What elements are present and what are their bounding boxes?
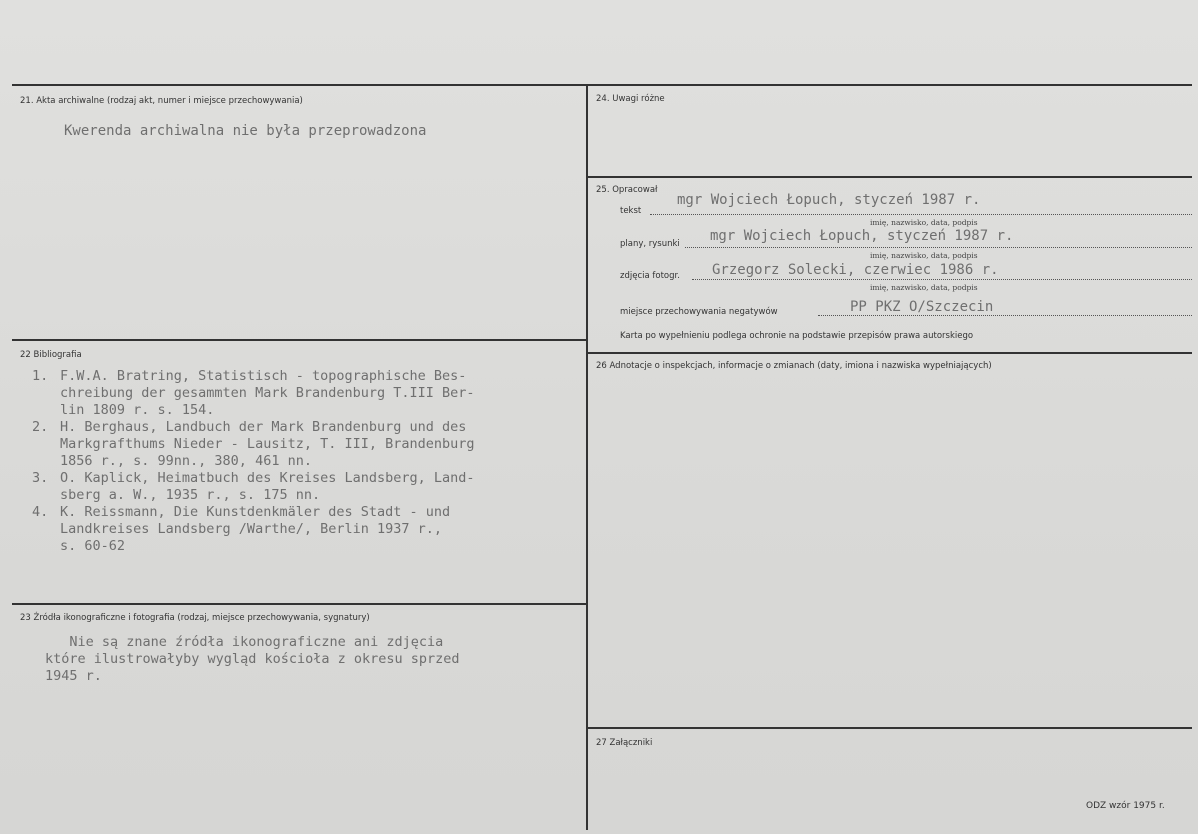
list-item <box>32 368 475 419</box>
section-22-label: 22 Bibliografia <box>20 350 82 360</box>
row-label-plans: plany, rysunki <box>620 239 680 249</box>
rule-22-23 <box>12 603 586 605</box>
row-label-negatives: miejsce przechowywania negatywów <box>620 307 778 317</box>
row-value-plans: mgr Wojciech Łopuch, styczeń 1987 r. <box>710 228 1014 244</box>
bibliography-list <box>32 368 475 555</box>
bib-text: O. Kaplick, Heimatbuch des Kreises Landsberg, Land- sberg a. W., 1935 r., s. 175 nn. <box>60 470 475 503</box>
dotted-line <box>692 279 1192 280</box>
section-25-label: 25. Opracował <box>596 185 658 195</box>
row-sub-text: imię, nazwisko, data, podpis <box>870 218 978 227</box>
rule-24-25 <box>588 176 1192 178</box>
section-27-label: 27 Załączniki <box>596 738 653 748</box>
bib-number: 2. <box>32 419 49 435</box>
row-value-negatives: PP PKZ O/Szczecin <box>850 299 994 315</box>
section-26-label: 26 Adnotacje o inspekcjach, informacje o zmianach (daty, imiona i nazwiska wypełniających) <box>596 361 992 371</box>
row-sub-plans: imię, nazwisko, data, podpis <box>870 251 978 260</box>
list-item <box>32 419 475 470</box>
rule-21-22 <box>12 339 586 341</box>
row-label-photos: zdjęcia fotogr. <box>620 271 680 281</box>
rule-25-26 <box>588 352 1192 354</box>
bib-text: H. Berghaus, Landbuch der Mark Brandenburg und des Markgrafthums Nieder - Lausitz, T. III, Brandenburg 1856 r., s. 99nn., 380, 461 nn. <box>60 419 475 469</box>
rule-26-27 <box>588 727 1192 729</box>
list-item <box>32 470 475 504</box>
bib-text: F.W.A. Bratring, Statistisch - topographische Bes- chreibung der gesammten Mark Brandenburg T.III Ber- lin 1809 r. s. 154. <box>60 368 475 418</box>
bib-text: K. Reissmann, Die Kunstdenkmäler des Stadt - und Landkreises Landsberg /Warthe/, Berlin 1937 r., s. 60-62 <box>60 504 451 554</box>
section-21-label: 21. Akta archiwalne (rodzaj akt, numer i miejsce przechowywania) <box>20 96 303 106</box>
section-23-label: 23 Źródła ikonograficzne i fotografia (rodzaj, miejsce przechowywania, sygnatury) <box>20 613 370 623</box>
dotted-line <box>818 315 1192 316</box>
bib-number: 4. <box>32 504 49 520</box>
center-divider <box>586 85 588 830</box>
row-value-photos: Grzegorz Solecki, czerwiec 1986 r. <box>712 262 999 278</box>
row-sub-photos: imię, nazwisko, data, podpis <box>870 283 978 292</box>
bib-number: 1. <box>32 368 49 384</box>
section-24-label: 24. Uwagi różne <box>596 94 665 104</box>
copyright-note: Karta po wypełnieniu podlega ochronie na podstawie przepisów prawa autorskiego <box>620 331 974 341</box>
top-rule <box>12 84 1192 86</box>
section-21-content: Kwerenda archiwalna nie była przeprowadzona <box>64 123 427 139</box>
bib-number: 3. <box>32 470 49 486</box>
row-value-text: mgr Wojciech Łopuch, styczeń 1987 r. <box>677 192 981 208</box>
form-id: ODZ wzór 1975 r. <box>1086 801 1165 811</box>
section-23-content: Nie są znane źródła ikonograficzne ani zdjęcia które ilustrowałyby wygląd kościoła z okresu sprzed 1945 r. <box>45 634 460 684</box>
dotted-line <box>650 214 1192 215</box>
dotted-line <box>685 247 1192 248</box>
list-item <box>32 504 475 555</box>
row-label-text: tekst <box>620 206 642 216</box>
